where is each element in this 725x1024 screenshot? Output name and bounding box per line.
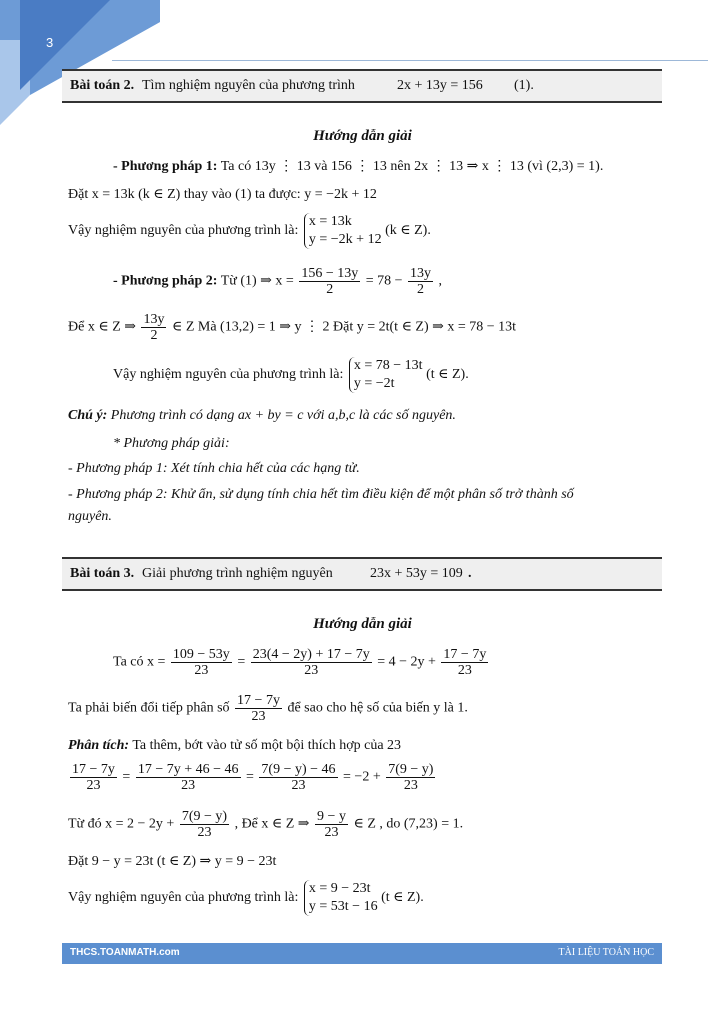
p3-solution-x: x = 9 − 23t [308,881,371,896]
numerator: 13y [410,266,432,281]
p3-line-1-fraction-3 [441,647,488,678]
p3-line-4-fraction-2 [136,762,241,793]
p3-line-5-post: ∈ Z , do (7,23) = 1. [353,816,464,832]
p3-line-6: Đặt 9 − y = 23t (t ∈ Z) ⇒ y = 9 − 23t [68,854,277,869]
p2-method-2-fraction-2 [408,266,433,297]
denominator: 23 [197,825,212,840]
denominator: 23 [457,663,472,678]
problem-2-box [62,69,662,103]
analysis-text: Ta thêm, bớt vào tử số một bội thích hợp của 23 [132,738,402,753]
p2-solution-heading: Hướng dẫn giải [313,128,412,144]
p2-solution-1 [68,213,431,249]
p3-line-2-post: để sao cho hệ số của biến y là 1. [287,700,468,716]
p2-method-2 [113,266,442,297]
p3-line-5-fraction-1 [180,809,229,840]
p2-solution-1-system [304,213,382,249]
denominator: 2 [417,282,425,297]
corner-decoration [0,0,170,125]
p2-solution-2-system [349,357,423,393]
p3-line-5-pre: Từ đó x = 2 − 2y + [68,816,175,832]
numerator: 7(9 − y) − 46 [261,762,336,777]
denominator: 23 [251,709,266,724]
p2-solution-2-x: x = 78 − 13t [353,358,423,373]
p3-line-2-fraction [235,693,282,724]
numerator: 7(9 − y) [181,809,228,824]
numerator: 23(4 − 2y) + 17 − 7y [252,647,370,662]
problem-3-end: . [468,566,472,581]
denominator: 2 [326,282,334,297]
p3-line-1-mid: = 4 − 2y + [377,654,436,670]
numerator: 17 − 7y [237,693,280,708]
note-line-3: - Phương pháp 1: Xét tính chia hết của các hạng tử. [68,461,360,476]
p2-method-2-fraction-1 [299,266,360,297]
p2-method-1-label: - Phương pháp 1: [113,159,218,174]
problem-3-label: Bài toán 3. [70,566,135,581]
p2-solution-2-text: Vậy nghiệm nguyên của phương trình là: [113,367,344,383]
p2-solution-1-y: y = −2k + 12 [308,232,382,247]
problem-2-equation: 2x + 13y = 156 [397,78,483,93]
numerator: 109 − 53y [172,647,230,662]
p3-solution-y: y = 53t − 16 [308,899,378,914]
p3-line-4-fraction-4 [386,762,435,793]
p2-method-2-mid: = 78 − [365,273,403,289]
p2-line-5 [68,312,516,343]
denominator: 23 [194,663,209,678]
page-number: 3 [46,35,54,50]
p3-line-4-fraction-1 [70,762,117,793]
denominator: 23 [291,778,306,793]
note-text: Phương trình có dạng ax + by = c với a,b,c là các số nguyên. [110,408,456,423]
p3-line-4-fraction-3 [259,762,337,793]
p3-line-1-fraction-1 [171,647,232,678]
numerator: 13y [143,312,165,327]
p2-method-2-post: , [438,273,443,289]
p3-line-5-mid: , Để x ∈ Z ⇒ [234,816,310,832]
note-line-2: * Phương pháp giải: [113,436,230,451]
numerator: 17 − 7y [72,762,115,777]
p2-line-5-fraction [141,312,166,343]
numerator: 17 − 7y [443,647,487,662]
denominator: 23 [181,778,196,793]
denominator: 23 [304,663,319,678]
p2-method-2-pre: Từ (1) ⇒ x = [220,273,294,289]
denominator: 23 [403,778,418,793]
problem-3-box [62,557,662,591]
denominator: 23 [324,825,339,840]
p3-line-5 [68,809,463,840]
p2-solution-1-text: Vậy nghiệm nguyên của phương trình là: [68,223,299,239]
analysis-label: Phân tích: [68,738,130,753]
numerator: 17 − 7y + 46 − 46 [137,762,239,777]
p3-line-1-pre: Ta có x = [113,654,166,670]
p3-solution-text: Vậy nghiệm nguyên của phương trình là: [68,890,299,906]
p2-line-2: Đặt x = 13k (k ∈ Z) thay vào (1) ta được: y = −2k + 12 [68,187,377,202]
note-label: Chú ý: [68,408,108,423]
p3-line-4: $\frac{17 - 7y}{23}$ = $\frac{17 - 7y + 46 - 46}{23}$ = $\frac{7(9 - y) - 46}{23}$ = −2 + $\frac{7(9 - y)}{23}$ [72,762,434,793]
note-line-1 [68,408,456,424]
p3-line-1: Ta có x = $\frac{109 - 53y}{23}$ = $\frac{23(4 - 2y) + 17 - 7y}{23}$ = 4 − 2y + $\frac{17 - 7y}{23}$ [113,647,487,678]
p2-method-2-label: - Phương pháp 2: [113,273,218,289]
problem-3-equation: 23x + 53y = 109 [370,566,463,581]
p3-solution-cond: (t ∈ Z). [381,890,424,906]
denominator: 23 [86,778,101,793]
p3-line-4-mid: = −2 + [343,769,381,785]
p3-solution-heading: Hướng dẫn giải [313,616,412,632]
p3-solution-system [304,880,378,916]
problem-2-ref: (1). [514,78,534,93]
p3-line-2 [68,693,468,724]
footer-bar [62,943,662,964]
problem-3-text: Giải phương trình nghiệm nguyên [142,566,333,581]
p3-solution [68,880,424,916]
p2-method-1-text: Ta có 13y ⋮ 13 và 156 ⋮ 13 nên 2x ⋮ 13 ⇒ x ⋮ 13 (vì (2,3) = 1). [220,159,604,174]
numerator: 7(9 − y) [388,762,434,777]
p2-solution-1-cond: (k ∈ Z). [385,223,431,239]
p3-line-1-fraction-2 [251,647,372,678]
p2-line-5-post: ∈ Z Mà (13,2) = 1 ⇒ y ⋮ 2 Đặt y = 2t(t ∈ Z) ⇒ x = 78 − 13t [171,319,517,335]
footer-site-link[interactable]: THCS.TOANMATH.com [70,947,180,958]
denominator: 2 [150,328,158,343]
p3-line-2-pre: Ta phải biến đổi tiếp phân số [68,700,230,716]
p2-solution-1-x: x = 13k [308,214,352,229]
p2-solution-2-y: y = −2t [353,376,395,391]
p2-method-1 [113,158,603,175]
note-line-5: nguyên. [68,509,112,524]
problem-2-label: Bài toán 2. [70,78,135,93]
p3-line-3 [68,738,401,754]
problem-2-text: Tìm nghiệm nguyên của phương trình [142,78,355,93]
p2-line-5-pre: Để x ∈ Z ⇒ [68,319,136,335]
p3-line-5-fraction-2 [315,809,348,840]
note-line-4: - Phương pháp 2: Khử ẩn, sử dụng tính chia hết tìm điều kiện để một phân số trở thành số [68,487,574,502]
p2-solution-2 [113,357,469,393]
numerator: 9 − y [317,809,346,824]
p2-solution-2-cond: (t ∈ Z). [426,367,469,383]
footer-title: TÀI LIỆU TOÁN HỌC [558,947,654,958]
header-rule [112,60,708,61]
numerator: 156 − 13y [301,266,359,281]
